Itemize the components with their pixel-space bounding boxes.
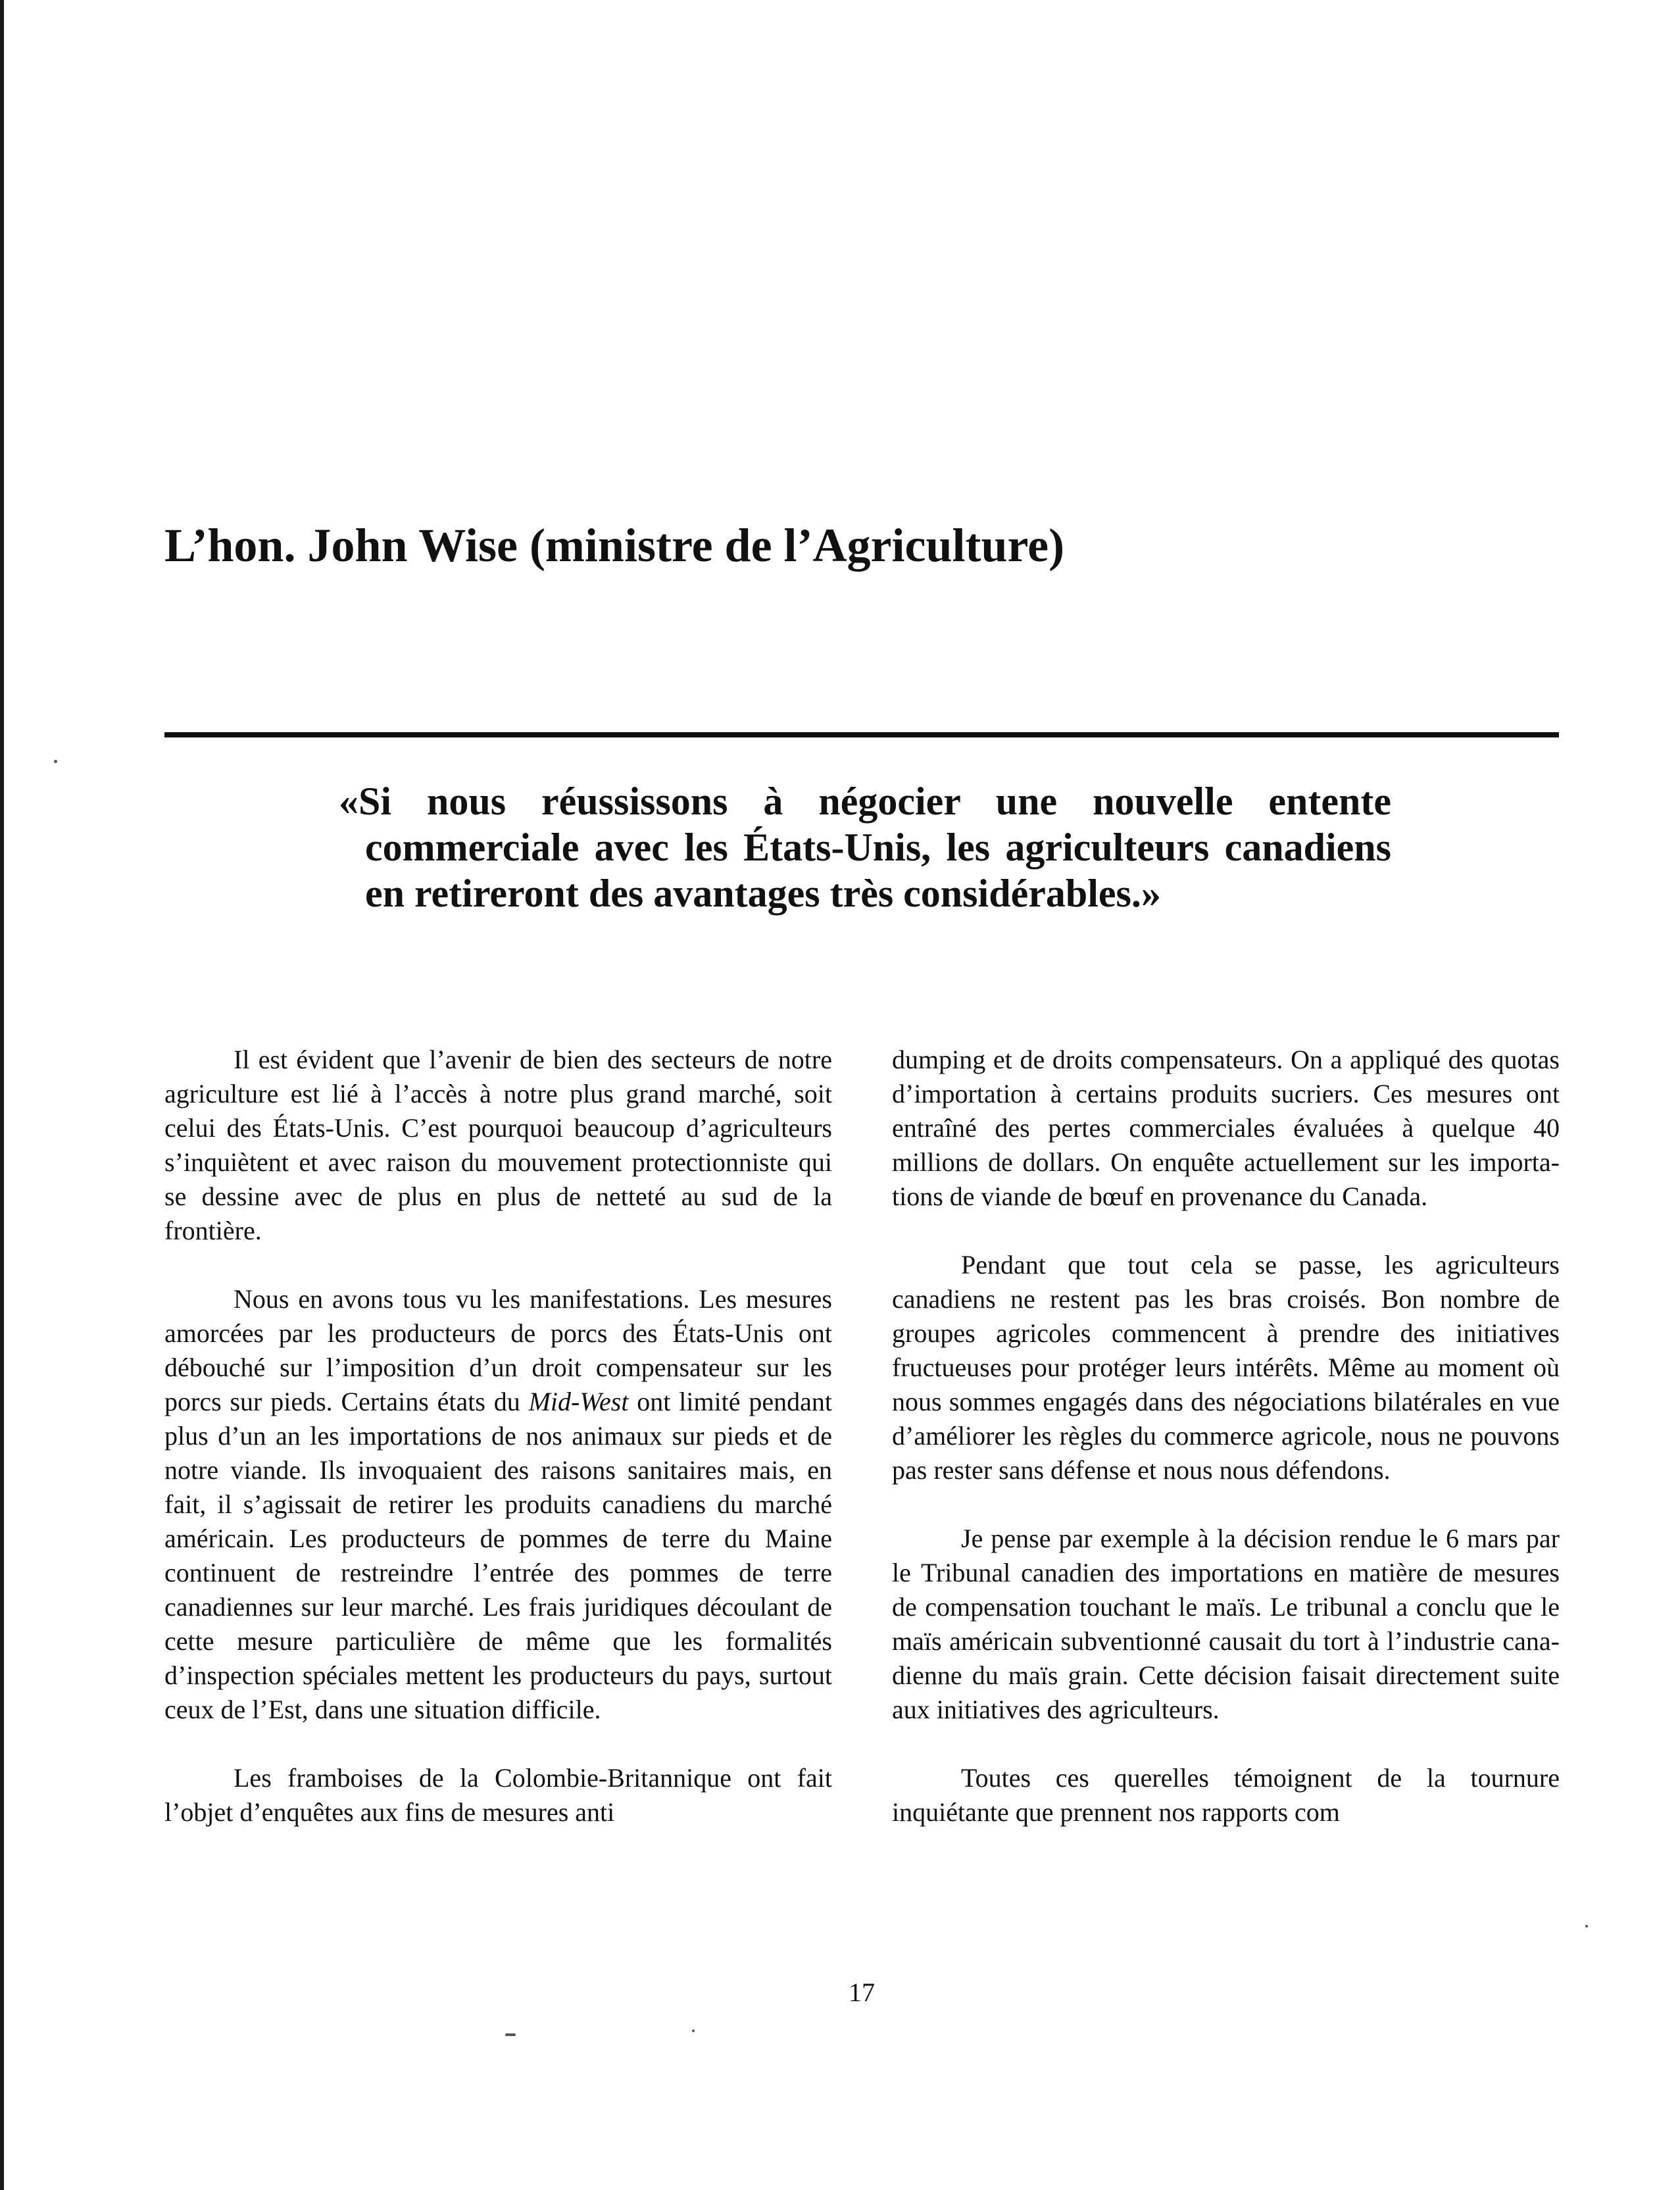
right-paragraph-2: Pendant que tout cela se passe, les agriculteurs canadiens ne restent pas les bras croisés. Bon nombre de groupes agricoles commencent à prendre des initiatives fructueuses pour protéger leurs intérêts. Même au moment où nous sommes engagés dans des négociations bilatérales en vue d’améliorer les règles du commerce agricole, nous ne pouvons pas rester sans défense et nous nous défendons.: [892, 1250, 1560, 1485]
horizontal-rule: [164, 732, 1559, 737]
right-column: [892, 1043, 1560, 1829]
mid-west-term: Mid-West: [528, 1387, 629, 1416]
scan-speck: [1585, 1925, 1588, 1928]
left-paragraph-2-start: Nous en avons tous vu les manifestations. Les mesures amorcées par les producteurs de porcs des États-Unis ont débouché sur l’imposition d’un droit compensateur sur les porcs sur pieds. Certains états du: [164, 1284, 832, 1416]
pull-quote: «Si nous réussissons à négocier une nouvelle entente commerciale avec les États-Unis, les agriculteurs canadiens en retireront des avantages très considérables.»: [339, 780, 1391, 915]
page-title: L’hon. John Wise (ministre de l’Agriculture): [164, 519, 1065, 572]
left-paragraph-1: Il est évident que l’avenir de bien des secteurs de notre agriculture est lié à l’accès à notre plus grand marché, soit celui des États-Unis. C’est pourquoi beaucoup d’agriculteurs s’inquiètent et avec raison du mouvement protectionniste qui se dessine avec de plus en plus de netteté au sud de la frontière.: [164, 1045, 832, 1245]
scan-speck: [54, 760, 57, 763]
right-paragraph-1: dumping et de droits compensateurs. On a appliqué des quotas d’importation à certains produits sucriers. Ces mesures ont entraîné des pertes commerciales évaluées à quelque 40 millions de dollars. On enquête actuellement sur les importations de viande de bœuf en provenance du Canada.: [892, 1045, 1560, 1211]
page-left-border: [0, 0, 4, 2190]
scan-speck: [505, 2033, 516, 2036]
left-paragraph-2: [164, 1282, 832, 1727]
left-column: [164, 1043, 832, 1829]
right-paragraph-3: Je pense par exemple à la décision rendue le 6 mars par le Tribunal canadien des importations en matière de mesures de compensation touchant le maïs. Le tribunal a conclu que le maïs américain subventionné causait du tort à l’industrie canadienne du maïs grain. Cette décision faisait directement suite aux initiatives des agriculteurs.: [892, 1524, 1560, 1724]
right-paragraph-4: Toutes ces querelles témoignent de la tournure inquiétante que prennent nos rapports com: [892, 1763, 1560, 1827]
left-paragraph-3: Les framboises de la Colombie-Britannique ont fait l’objet d’enquêtes aux fins de mesures anti: [164, 1763, 832, 1827]
page-number: 17: [849, 1978, 875, 2007]
left-paragraph-2-end: ont limité pendant plus d’un an les importations de nos animaux sur pieds et de notre viande. Ils invoquaient des raisons sanitaires mais, en fait, il s’agissait de retirer les produits canadiens du marché américain. Les producteurs de pommes de terre du Maine continuent de restreindre l’entrée des pommes de terre canadiennes sur leur marché. Les frais juridiques découlant de cette mesure particulière de même que les formalités d’inspection spéciales mettent les producteurs du pays, surtout ceux de l’Est, dans une situation difficile.: [164, 1387, 833, 1724]
scan-speck: [692, 2029, 695, 2032]
